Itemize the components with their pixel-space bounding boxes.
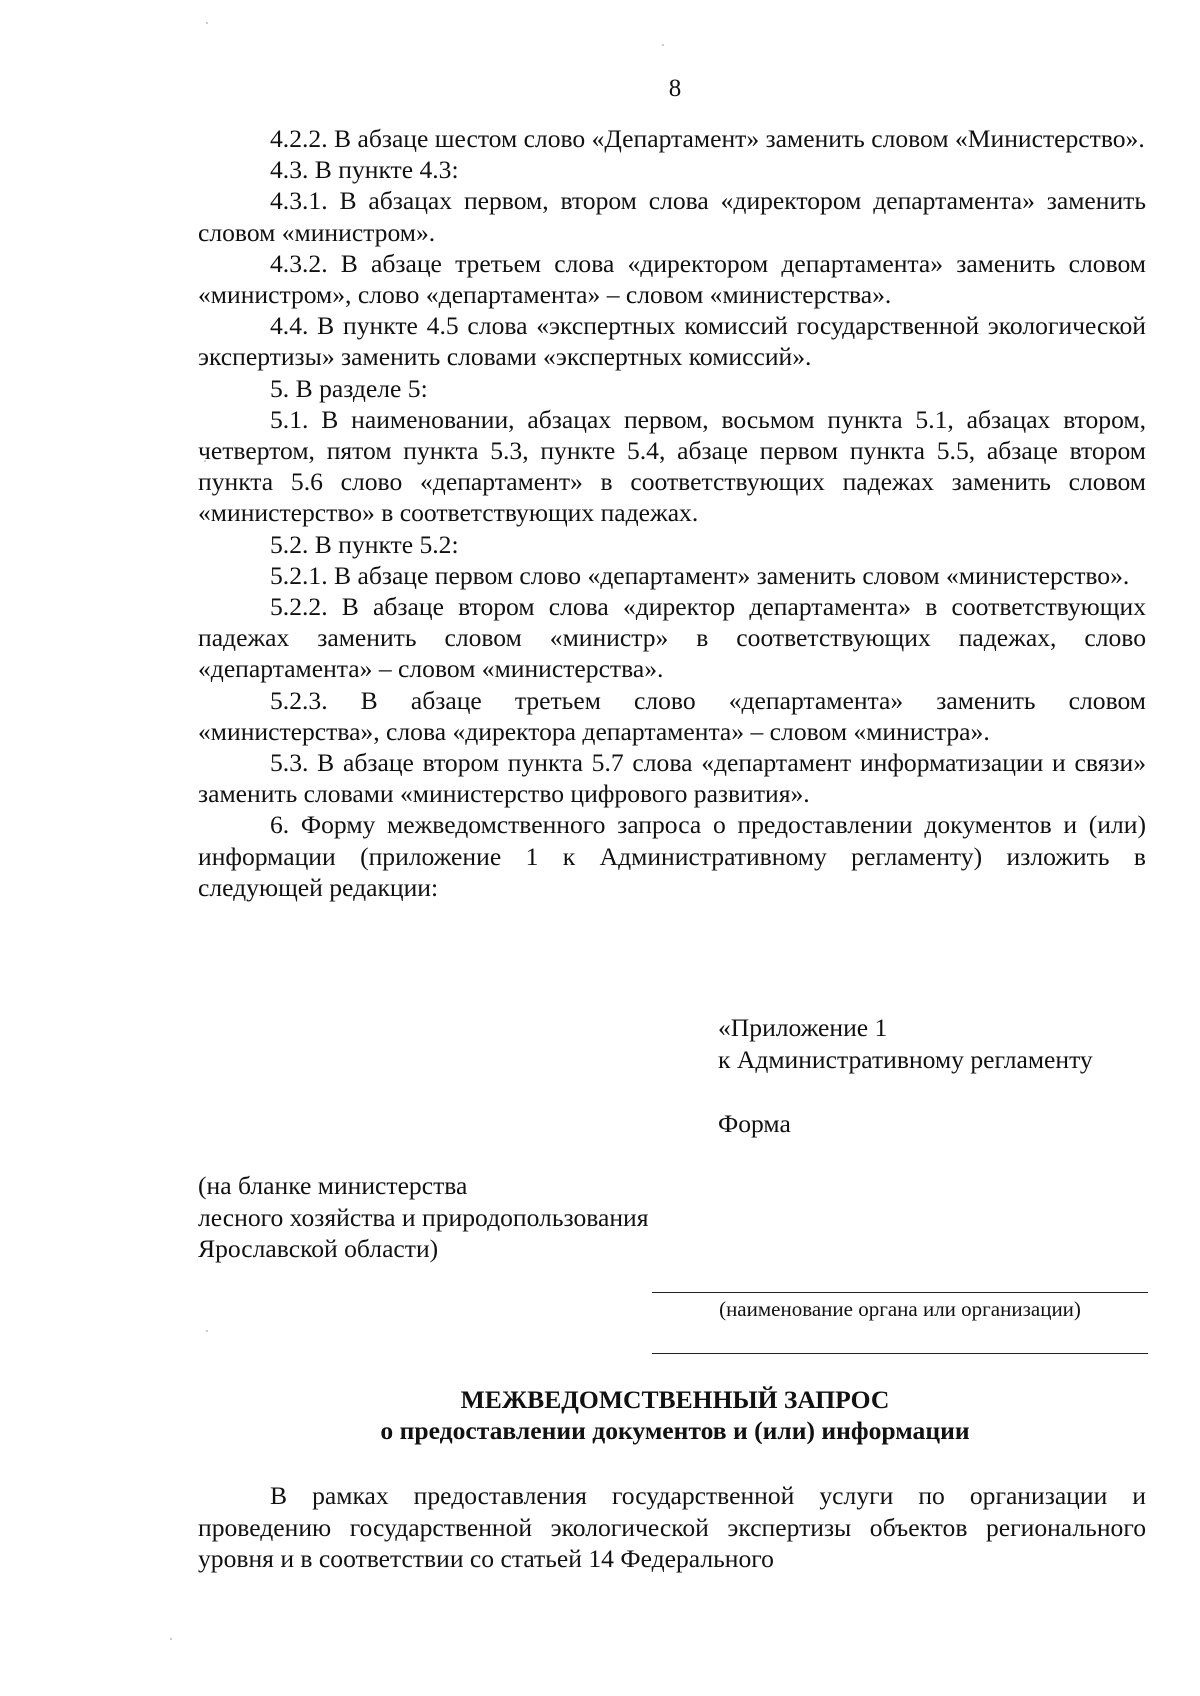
paragraph-5-2-3: 5.2.3. В абзаце третьем слово «департамента» заменить словом «министерства», слова «директора департамента» – словом «министра». — [198, 685, 1146, 746]
page-number: 8 — [668, 75, 682, 102]
request-body-text: В рамках предоставления государственной услуги по организации и проведению государственной экологической экспертизы объектов регионального уровня и в соответствии со статьей 14 Федерального — [198, 1481, 1146, 1573]
paragraph-5-2-1: 5.2.1. В абзаце первом слово «департамент» заменить словом «министерство». — [270, 560, 1130, 590]
paragraph-4-4: 4.4. В пункте 4.5 слова «экспертных комиссий государственной экологической экспертизы» заменить словами «экспертных комиссий». — [198, 311, 1146, 372]
letterhead-line: лесного хозяйства и природопользования — [198, 1202, 649, 1232]
request-subtitle: о предоставлении документов и (или) информации — [380, 1416, 970, 1445]
appendix-heading — [718, 1012, 1158, 1076]
appendix-reference: к Административному регламенту — [718, 1045, 1093, 1074]
paragraph-5-1: 5.1. В наименовании, абзацах первом, восьмом пункта 5.1, абзацах втором, четвертом, пятом пункта 5.3, пункте 5.4, абзаце первом пункта 5.5, абзаце втором пункта 5.6 слово «департамент» в соответствующих падежах заменить словом «министерство» в соответствующих падежах. — [198, 404, 1146, 528]
scan-speck — [206, 22, 208, 24]
paragraph-5-2: 5.2. В пункте 5.2: — [270, 529, 459, 559]
paragraph-5-2-2: 5.2.2. В абзаце втором слова «директор департамента» в соответствующих падежах заменить словом «министр» в соответствующих падежах, слово «департамента» – словом «министерства». — [198, 592, 1146, 684]
paragraph-6: 6. Форму межведомственного запроса о предоставлении документов и (или) информации (приложение 1 к Административному регламенту) изложить в следующей редакции: — [198, 810, 1146, 902]
addressee-fill-line — [652, 1353, 1148, 1354]
request-title: МЕЖВЕДОМСТВЕННЫЙ ЗАПРОС — [460, 1385, 890, 1414]
letterhead-line: Ярославской области) — [198, 1234, 439, 1263]
paragraph-4-3: 4.3. В пункте 4.3: — [270, 155, 459, 185]
paragraph-5-3: 5.3. В абзаце втором пункта 5.7 слова «департамент информатизации и связи» заменить словами «министерство цифрового развития». — [198, 748, 1146, 809]
scan-speck — [662, 44, 664, 46]
amendments-text — [198, 123, 1146, 903]
scan-speck — [206, 1330, 208, 1332]
letterhead-line: (на бланке министерства — [198, 1171, 468, 1200]
paragraph-4-2-2: 4.2.2. В абзаце шестом слово «Департамент» заменить словом «Министерство». — [270, 124, 1145, 153]
paragraph-4-3-1: 4.3.1. В абзацах первом, втором слова «директором департамента» заменить словом «министром». — [198, 186, 1146, 247]
addressee-fill-line — [652, 1292, 1148, 1293]
addressee-caption: (наименование органа или организации) — [719, 1297, 1081, 1321]
appendix-number: «Приложение 1 — [718, 1013, 888, 1042]
paragraph-5: 5. В разделе 5: — [270, 373, 428, 403]
paragraph-4-3-2: 4.3.2. В абзаце третьем слова «директором департамента» заменить словом «министром», слово «департамента» – словом «министерства». — [198, 248, 1146, 310]
form-label: Форма — [718, 1109, 791, 1138]
letterhead-note — [198, 1170, 758, 1265]
scan-speck — [170, 1638, 172, 1640]
